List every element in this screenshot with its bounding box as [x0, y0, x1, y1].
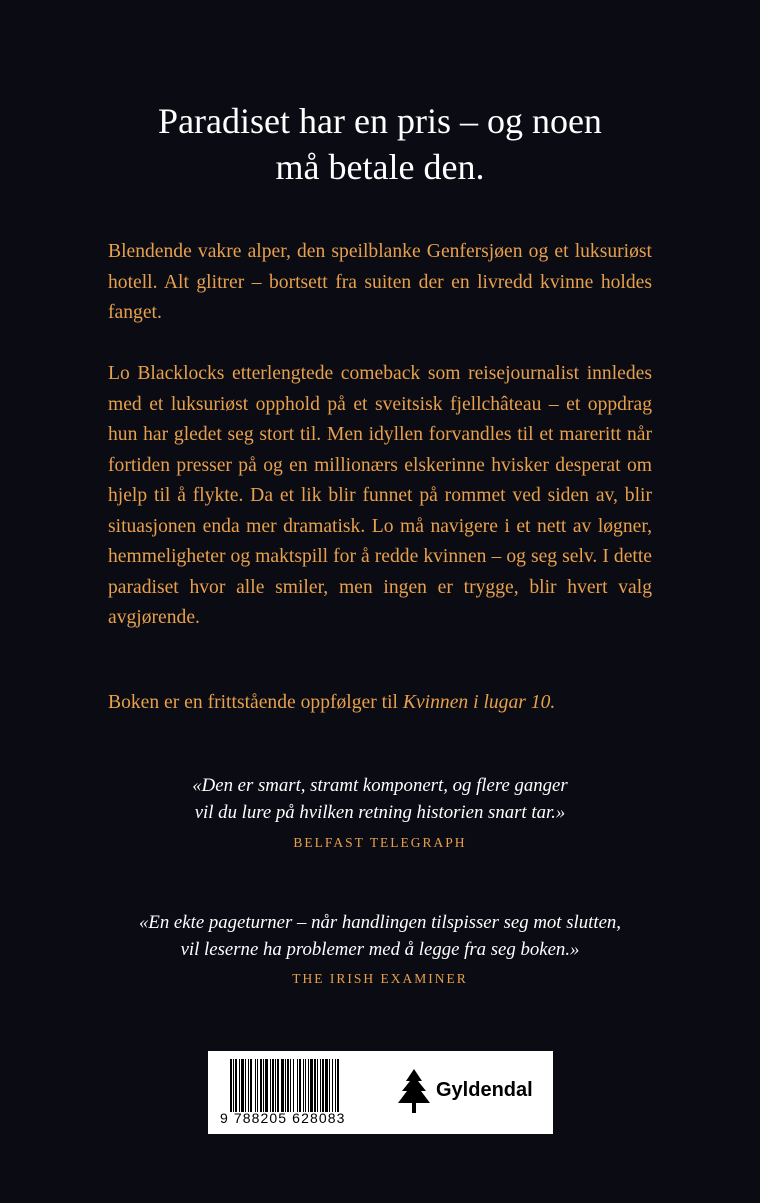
- barcode-bar: [281, 1059, 284, 1112]
- barcode-bar: [233, 1059, 234, 1112]
- barcode-bar: [303, 1059, 304, 1112]
- barcode-bar: [235, 1059, 237, 1112]
- barcode-bar: [305, 1059, 306, 1112]
- barcode-bar: [297, 1059, 298, 1112]
- quote-line: vil leserne ha problemer med å legge fra seg boken.»: [180, 938, 580, 960]
- barcode-bar: [335, 1059, 336, 1112]
- barcode-bar: [230, 1059, 232, 1112]
- barcode-bar: [310, 1059, 313, 1112]
- barcode-bar: [275, 1059, 276, 1112]
- blurb-paragraph-2: Lo Blacklocks etterlengtede comeback som reisejournalist innledes med et luksuriøst opphold på et sveitsisk fjellchâteau – et oppdrag hun har gledet seg stort til. Men idyllen forvandles til et mareritt når fortiden presser på og en millionærs elskerinne hvisker desperat om hjelp til å flykte. Da et lik blir funnet på rommet ved siden av, blir situasjonen enda mer dramatisk. Lo må navigere i et nett av løgner, hemmeligheter og maktspill for å redde kvinnen – og seg selv. I dette paradiset hvor alle smiler, men ingen er trygge, blir hvert valg avgjørende.: [108, 363, 652, 628]
- barcode-bar: [287, 1059, 289, 1112]
- tree-icon: [396, 1067, 432, 1115]
- barcode-bar: [329, 1059, 330, 1112]
- barcode-bar: [290, 1059, 291, 1112]
- barcode-bar: [277, 1059, 279, 1112]
- barcode-bar: [245, 1059, 246, 1112]
- barcode-bar: [314, 1059, 316, 1112]
- barcode-bar: [299, 1059, 301, 1112]
- barcode-bar: [257, 1059, 258, 1112]
- barcode-bar: [265, 1059, 268, 1112]
- barcode: [230, 1059, 378, 1112]
- headline: [80, 98, 680, 190]
- review-source-2: THE IRISH EXAMINER: [292, 971, 468, 986]
- review-quote-1: [80, 773, 680, 826]
- blurb-paragraph-3: [108, 688, 652, 719]
- barcode-bar: [241, 1059, 244, 1112]
- publisher-logo-text: Gyldendal: [436, 1079, 533, 1101]
- barcode-bar: [255, 1059, 256, 1112]
- review-source-1: BELFAST TELEGRAPH: [293, 835, 467, 850]
- isbn-number: 9 788205 628083: [220, 1110, 346, 1126]
- headline-line-2: må betale den.: [275, 147, 485, 187]
- blurb-paragraph-1: Blendende vakre alper, den speilblanke Genfersjøen og et luksuriøst hotell. Alt glitrer – bortsett fra suiten der en livredd kvinne holdes fanget.: [108, 241, 652, 323]
- barcode-bar: [293, 1059, 294, 1112]
- quote-line: «En ekte pageturner – når handlingen tilspisser seg mot slutten,: [138, 912, 621, 933]
- barcode-bar: [272, 1059, 274, 1112]
- barcode-bar: [320, 1059, 321, 1112]
- barcode-bar: [250, 1059, 252, 1112]
- barcode-bar: [325, 1059, 328, 1112]
- barcode-bar: [285, 1059, 286, 1112]
- barcode-bar: [270, 1059, 271, 1112]
- barcode-bar: [322, 1059, 324, 1112]
- blurb-prefix: Boken er en frittstående oppfølger til: [108, 692, 403, 713]
- barcode-bar: [248, 1059, 249, 1112]
- barcode-bar: [317, 1059, 318, 1112]
- barcode-bar: [332, 1059, 333, 1112]
- quote-line: vil du lure på hvilken retning historien snart tar.»: [194, 801, 566, 823]
- barcode-bar: [263, 1059, 264, 1112]
- barcode-bar: [239, 1059, 240, 1112]
- previous-book-title: Kvinnen i lugar 10.: [402, 692, 556, 713]
- review-quote-2: [80, 910, 680, 963]
- headline-line-1: Paradiset har en pris – og noen: [158, 101, 602, 141]
- barcode-bar: [308, 1059, 309, 1112]
- barcode-panel: [208, 1051, 553, 1134]
- barcode-bar: [337, 1059, 339, 1112]
- barcode-bar: [260, 1059, 262, 1112]
- quote-line: «Den er smart, stramt komponert, og flere ganger: [192, 775, 568, 796]
